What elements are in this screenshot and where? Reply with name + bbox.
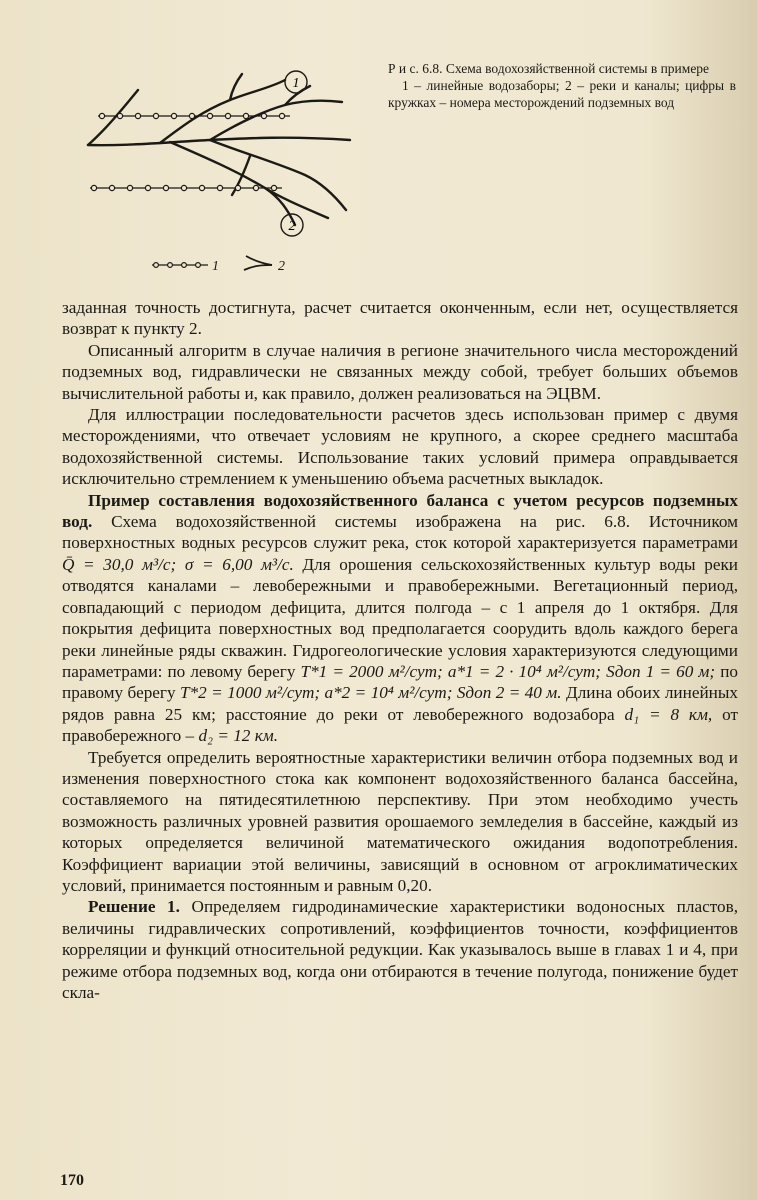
p4-text-i: от правобережного –	[62, 704, 738, 746]
paragraph-2: Описанный алгоритм в случае наличия в регионе значительного числа месторождений подземных вод, гидравлически не связанных между собой, требует больших объемов вычислительной работы и, как правило, должен реализоваться на ЭЦВМ.	[62, 340, 738, 403]
paragraph-3: Для иллюстрации последовательности расчетов здесь использован пример с двумя месторождениями, что отвечает условиям не крупного, а скорее среднего масштаба водохозяйственной системы. Использование таких условий примера оправдывается исключительно стремлением к уменьшению объема расчетных выкладок.	[62, 405, 738, 489]
p4-right-bank-params: T*2 = 1000 м²/сут; a*2 = 10⁴ м²/сут; Sдоп 2 = 40 м.	[179, 683, 562, 703]
p4-text-e: по правому берегу	[62, 661, 739, 703]
p4-left-bank-params: T*1 = 2000 м²/сут; a*1 = 2 · 10⁴ м²/сут; Sдоп 1 = 60 м;	[300, 661, 716, 681]
linear-intake-lower	[90, 185, 282, 190]
tributary-lower-2	[265, 188, 328, 218]
paragraph-5: Требуется определить вероятностные характеристики величин отбора подземных вод и изменения поверхностного стока как компонент водохозяйственного баланса бассейна, составляемого на пятидесятилетнюю перспективу. При этом необходимо учесть возможность различных уровней развития орошаемого земледелия в бассейне, каждый из которых определяется величиной математического ожидания водопотребления. Коэффициент вариации этой величины, зависящий в основном от агроклиматических условий, принимается постоянным и равным 0,20.	[62, 747, 738, 895]
p4-distance-2: d₂ = 12 км.	[198, 726, 279, 746]
body-text	[62, 297, 738, 1003]
paragraph-1: заданная точность достигнута, расчет считается оконченным, если нет, осуществляется возврат к пункту 2.	[62, 298, 738, 339]
p4-text-g: Длина обоих линейных рядов равна 25 км; расстояние до реки от левобережного водозабора	[62, 683, 738, 724]
legend-linear-intake	[152, 263, 208, 268]
p4-distance-1: d₁ = 8 км,	[624, 704, 713, 724]
caption-title: Р и с. 6.8. Схема водохозяйственной системы в примере	[388, 61, 710, 76]
water-system-diagram	[60, 50, 360, 285]
deposit-label-1	[285, 71, 307, 93]
page-number: 170	[60, 1172, 84, 1189]
svg-text:1: 1	[292, 76, 300, 91]
p4-flow-params: Q̄ = 30,0 м³/с; σ = 6,00 м³/с.	[62, 554, 294, 574]
svg-text:2: 2	[288, 219, 296, 234]
p4-text-c: Для орошения сельскохозяйственных культур воды реки отводятся каналами – левобережными и правобережными. Вегетационный период, совпадающий с периодом дефицита, длится полгода – с 1 апреля до 1 октября. Для покрытия дефицита поверхностных вод предполагается соорудить вдоль каждого берега реки линейные ряды скважин. Гидрогеологические условия характеризуются следующими параметрами: по левому берегу	[62, 554, 738, 681]
legend-2-label: 2	[278, 259, 285, 274]
solution-heading: Решение 1.	[88, 897, 180, 917]
example-heading: Пример составления водохозяйственного баланса с учетом ресурсов подземных вод.	[62, 490, 738, 532]
tributary-upper-1	[88, 90, 138, 145]
legend-river-symbol	[244, 256, 272, 270]
p6-text: Определяем гидродинамические характеристики водоносных пластов, величины гидравлических сопротивлений, коэффициентов точности, коэффициентов корреляции и функций относительной редукции. Как указывалось выше в главах 1 и 4, при режиме отбора подземных вод, когда они отбираются в течение полугода, понижение будет скла-	[62, 897, 738, 1002]
figure-caption	[388, 60, 736, 111]
paragraph-4	[62, 490, 738, 747]
tributary-lower-1	[170, 142, 295, 225]
paragraph-6	[62, 896, 738, 1003]
p4-text-a: Схема водохозяйственной системы изображена на рис. 6.8. Источником поверхностных водных ресурсов служит река, сток которой характеризуется параметрами	[62, 512, 738, 553]
tributary-lower-4	[232, 156, 250, 195]
caption-legend: 1 – линейные водозаборы; 2 – реки и каналы; цифры в кружках – номера месторождений подземных вод	[388, 78, 736, 110]
legend-1-label: 1	[212, 259, 219, 274]
tributary-upper-4	[210, 101, 342, 140]
diagram-svg	[60, 50, 360, 285]
